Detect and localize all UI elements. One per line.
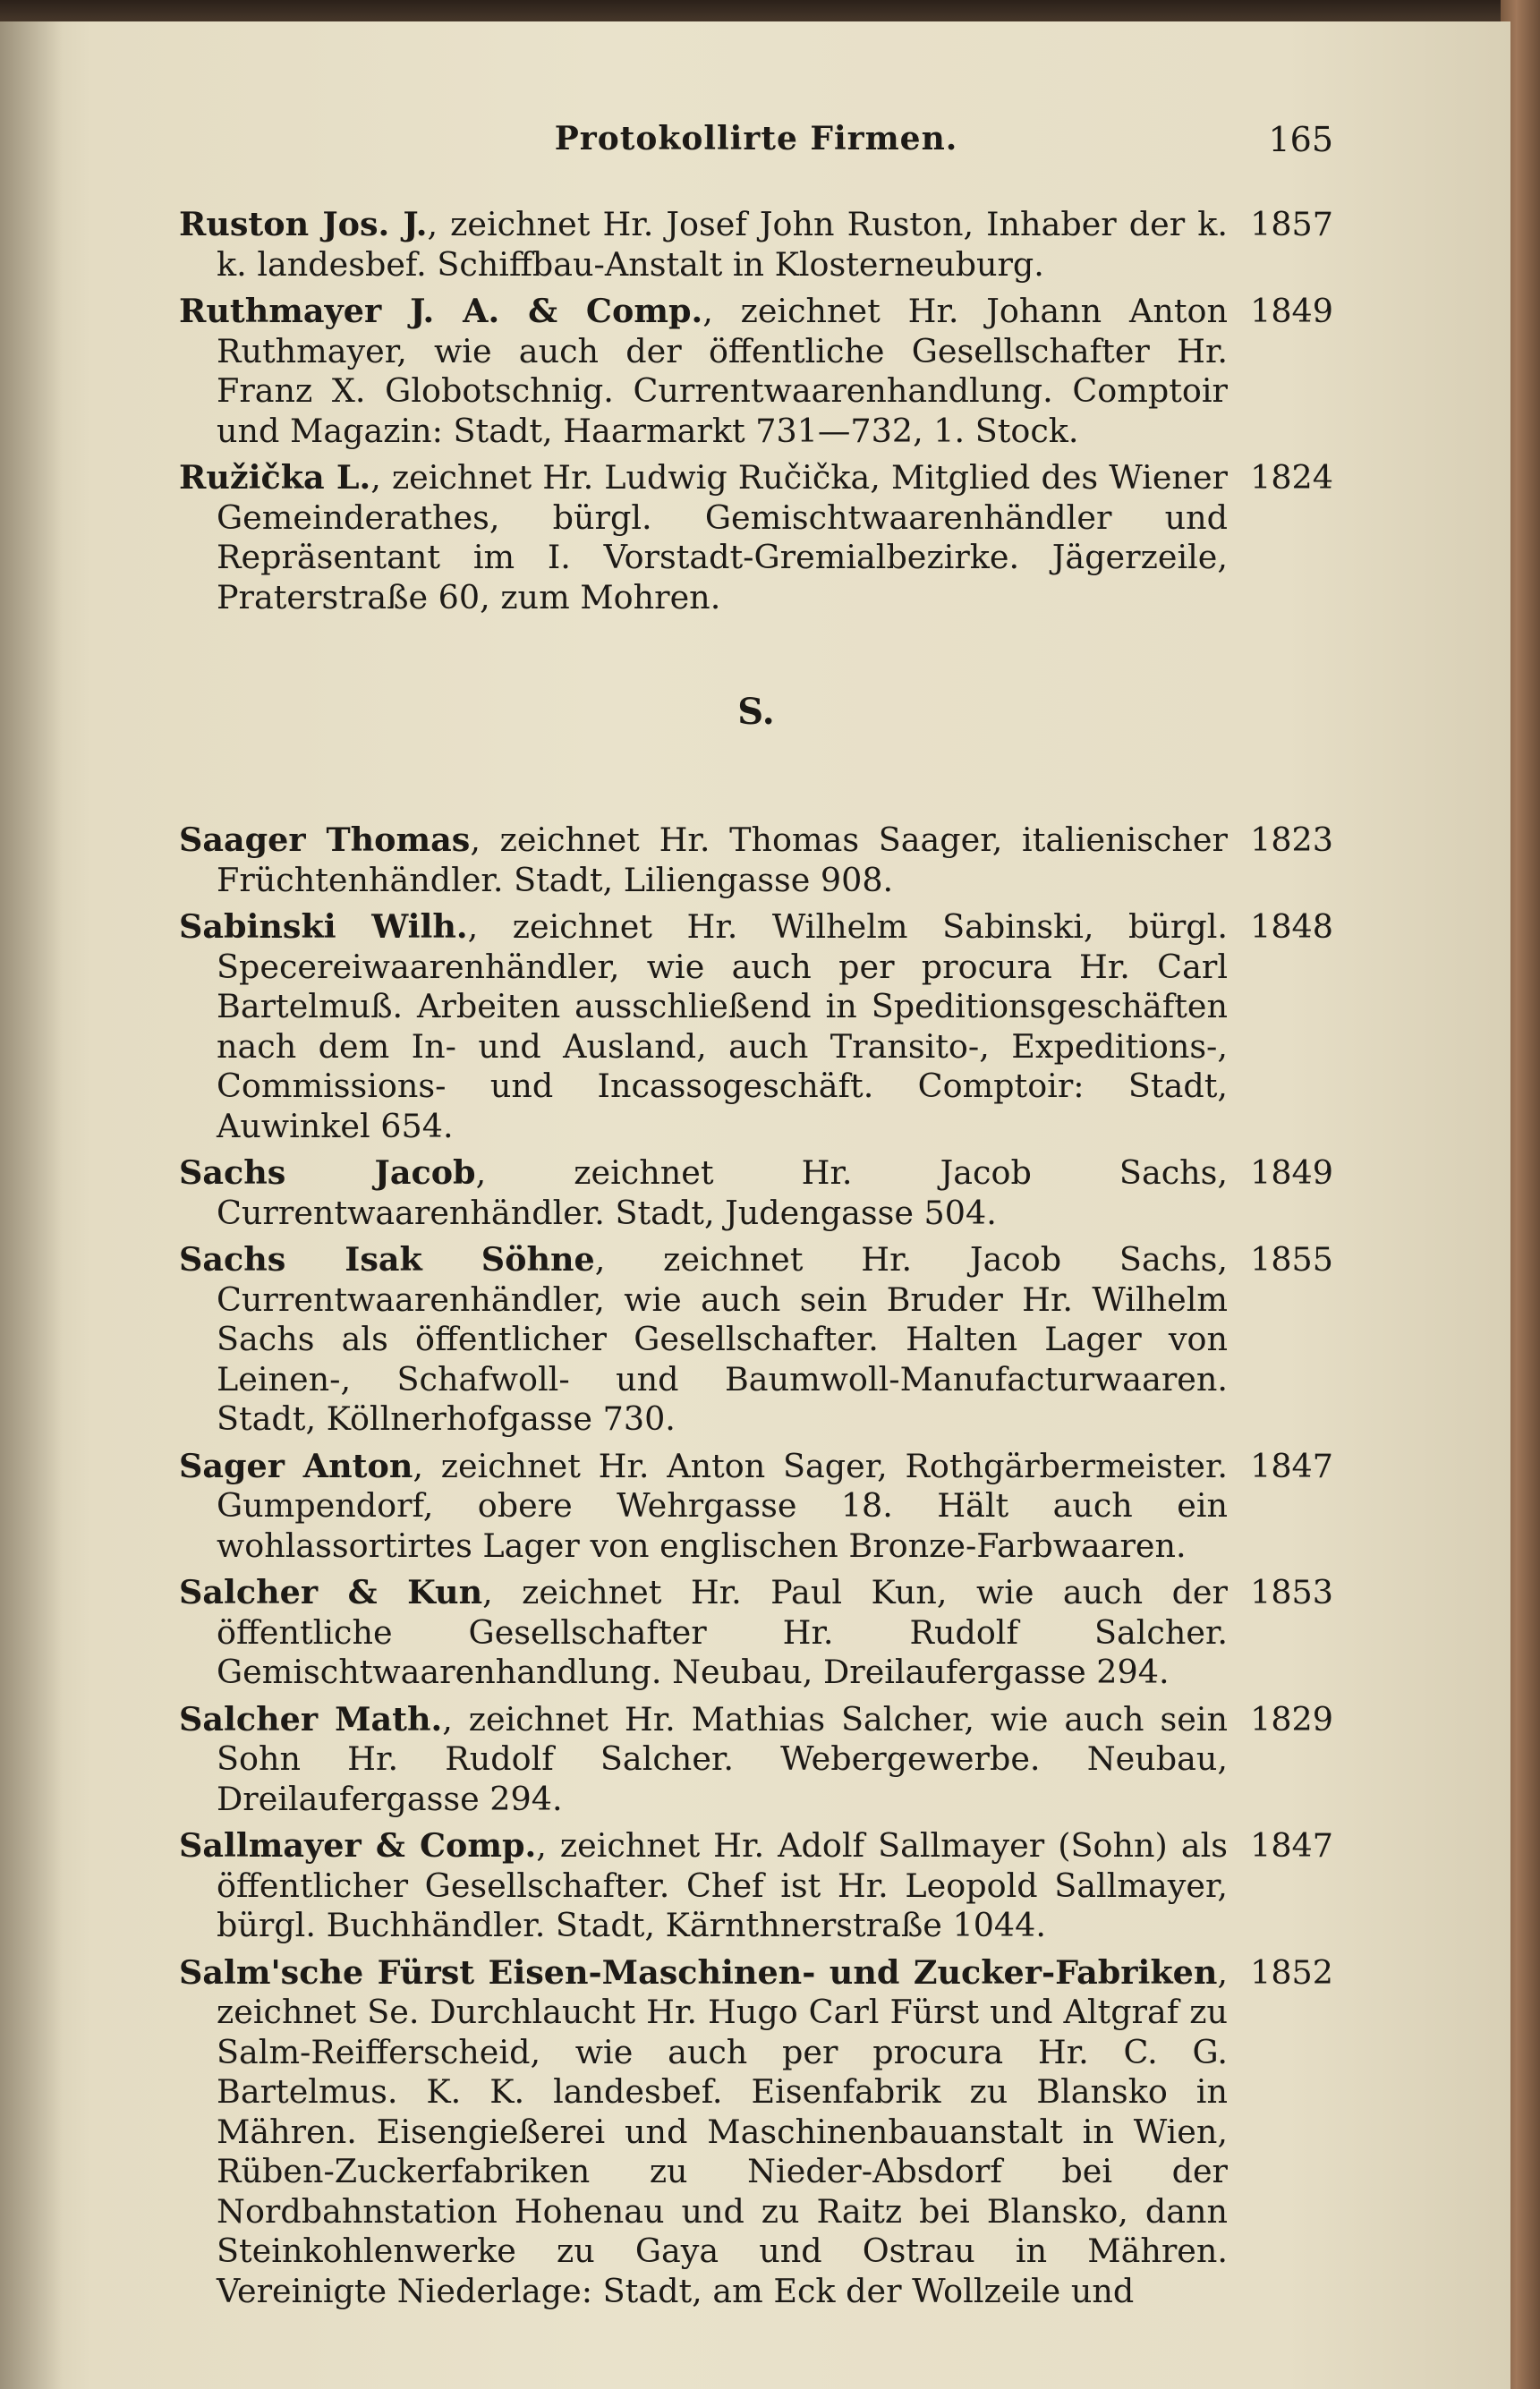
firm-name: Sager Anton xyxy=(179,1446,413,1485)
entry-text: , zeichnet Hr. Josef John Ruston, Inhaber der k. k. landesbef. Schiffbau-Anstalt in Klosterneuburg. xyxy=(217,205,1228,284)
entry-year: 1824 xyxy=(1250,458,1333,497)
firm-name: Ruston Jos. J. xyxy=(179,205,428,243)
entry-year: 1849 xyxy=(1250,1153,1333,1192)
entry-year: 1823 xyxy=(1250,820,1333,859)
firm-name: Sabinski Wilh. xyxy=(179,907,468,946)
firm-name: Salm'sche Fürst Eisen-Maschinen- und Zucker-Fabriken xyxy=(179,1952,1218,1992)
book-page xyxy=(0,21,1510,2389)
entry-text: , zeichnet Hr. Mathias Salcher, wie auch sein Sohn Hr. Rudolf Salcher. Webergewerbe. Neubau, Dreilaufergasse 294. xyxy=(217,1699,1228,1818)
entry-year: 1849 xyxy=(1250,292,1333,330)
directory-entries xyxy=(179,205,1333,2318)
list-item xyxy=(179,1447,1333,1567)
list-item xyxy=(179,205,1333,285)
entry-year: 1847 xyxy=(1250,1826,1333,1865)
entry-text: , zeichnet Hr. Ludwig Ručička, Mitglied des Wiener Gemeinderathes, bürgl. Gemischtwaarenhändler und Repräsentant im I. Vorstadt-Gremialbezirke. Jägerzeile, Praterstraße 60, zum Mohren. xyxy=(217,458,1228,616)
entry-year: 1855 xyxy=(1250,1240,1333,1279)
entry-text: , zeichnet Hr. Paul Kun, wie auch der öffentliche Gesellschafter Hr. Rudolf Salcher. Gemischtwaarenhandlung. Neubau, Dreilaufergasse 294. xyxy=(217,1573,1228,1691)
entry-text: , zeichnet Hr. Adolf Sallmayer (Sohn) als öffentlicher Gesellschafter. Chef ist Hr. Leopold Sallmayer, bürgl. Buchhändler. Stadt, Kärnthnerstraße 1044. xyxy=(217,1826,1228,1944)
firm-name: Sachs Jacob xyxy=(179,1153,476,1192)
entry-text: , zeichnet Hr. Anton Sager, Rothgärbermeister. Gumpendorf, obere Wehrgasse 18. Hält auch ein wohlassortirtes Lager von englischen Bronze-Farbwaaren. xyxy=(217,1446,1228,1565)
firm-name: Salcher Math. xyxy=(179,1699,443,1739)
firm-name: Salcher & Kun xyxy=(179,1573,483,1611)
entry-year: 1852 xyxy=(1250,1952,1333,1992)
entry-year: 1853 xyxy=(1250,1573,1333,1611)
list-item xyxy=(179,458,1333,617)
entry-year: 1857 xyxy=(1250,205,1333,243)
list-item xyxy=(179,1953,1333,2312)
entry-text: , zeichnet Se. Durchlaucht Hr. Hugo Carl Fürst und Altgraf zu Salm-Reifferscheid, wie auch per procura Hr. C. G. Bartelmus. K. K. landesbef. Eisenfabrik zu Blansko in Mähren. Eisengießerei und Maschinenbauanstalt in Wien, Rüben-Zuckerfabriken zu Nieder-Absdorf bei der Nordbahnstation Hohenau und zu Raitz bei Blansko, dann Steinkohlenwerke zu Gaya und Ostrau in Mähren. Vereinigte Niederlage: Stadt, am Eck der Wollzeile und xyxy=(217,1952,1228,2310)
firm-name: Ružička L. xyxy=(179,458,371,497)
list-item xyxy=(179,820,1333,900)
entry-year: 1848 xyxy=(1250,907,1333,946)
gutter-shadow xyxy=(0,21,63,2389)
list-item xyxy=(179,292,1333,451)
list-item xyxy=(179,1826,1333,1946)
firm-name: Sachs Isak Söhne xyxy=(179,1240,595,1279)
firm-name: Saager Thomas xyxy=(179,820,471,859)
entry-text: , zeichnet Hr. Jacob Sachs, Currentwaarenhändler. Stadt, Judengasse 504. xyxy=(217,1153,1228,1232)
firm-name: Ruthmayer J. A. & Comp. xyxy=(179,292,703,330)
page-number: 165 xyxy=(1268,120,1333,159)
firm-name: Sallmayer & Comp. xyxy=(179,1826,537,1865)
section-heading: S. xyxy=(737,691,775,733)
entry-year: 1847 xyxy=(1250,1446,1333,1485)
entry-text: , zeichnet Hr. Thomas Saager, italienischer Früchtenhändler. Stadt, Liliengasse 908. xyxy=(217,820,1228,899)
page-header xyxy=(179,120,1333,174)
page-title: Protokollirte Firmen. xyxy=(554,120,958,157)
list-item xyxy=(179,1240,1333,1440)
list-item xyxy=(179,1153,1333,1233)
entry-text: , zeichnet Hr. Johann Anton Ruthmayer, wie auch der öffentliche Gesellschafter Hr. Franz X. Globotschnig. Currentwaarenhandlung. Comptoir und Magazin: Stadt, Haarmarkt 731—732, 1. Stock. xyxy=(217,292,1228,450)
list-item xyxy=(179,1573,1333,1693)
entry-text: , zeichnet Hr. Jacob Sachs, Currentwaarenhändler, wie auch sein Bruder Hr. Wilhelm Sachs als öffentlicher Gesellschafter. Halten Lager von Leinen-, Schafwoll- und Baumwoll-Manufacturwaaren. Stadt, Köllnerhofgasse 730. xyxy=(217,1240,1228,1438)
entry-year: 1829 xyxy=(1250,1699,1333,1739)
entry-text: , zeichnet Hr. Wilhelm Sabinski, bürgl. Specereiwaarenhändler, wie auch per procura Hr. Carl Bartelmuß. Arbeiten ausschließend in Speditionsgeschäften nach dem In- und Ausland, auch Transito-, Expeditions-, Commissions- und Incassogeschäft. Comptoir: Stadt, Auwinkel 654. xyxy=(217,907,1228,1145)
list-item xyxy=(179,1700,1333,1820)
list-item xyxy=(179,907,1333,1146)
